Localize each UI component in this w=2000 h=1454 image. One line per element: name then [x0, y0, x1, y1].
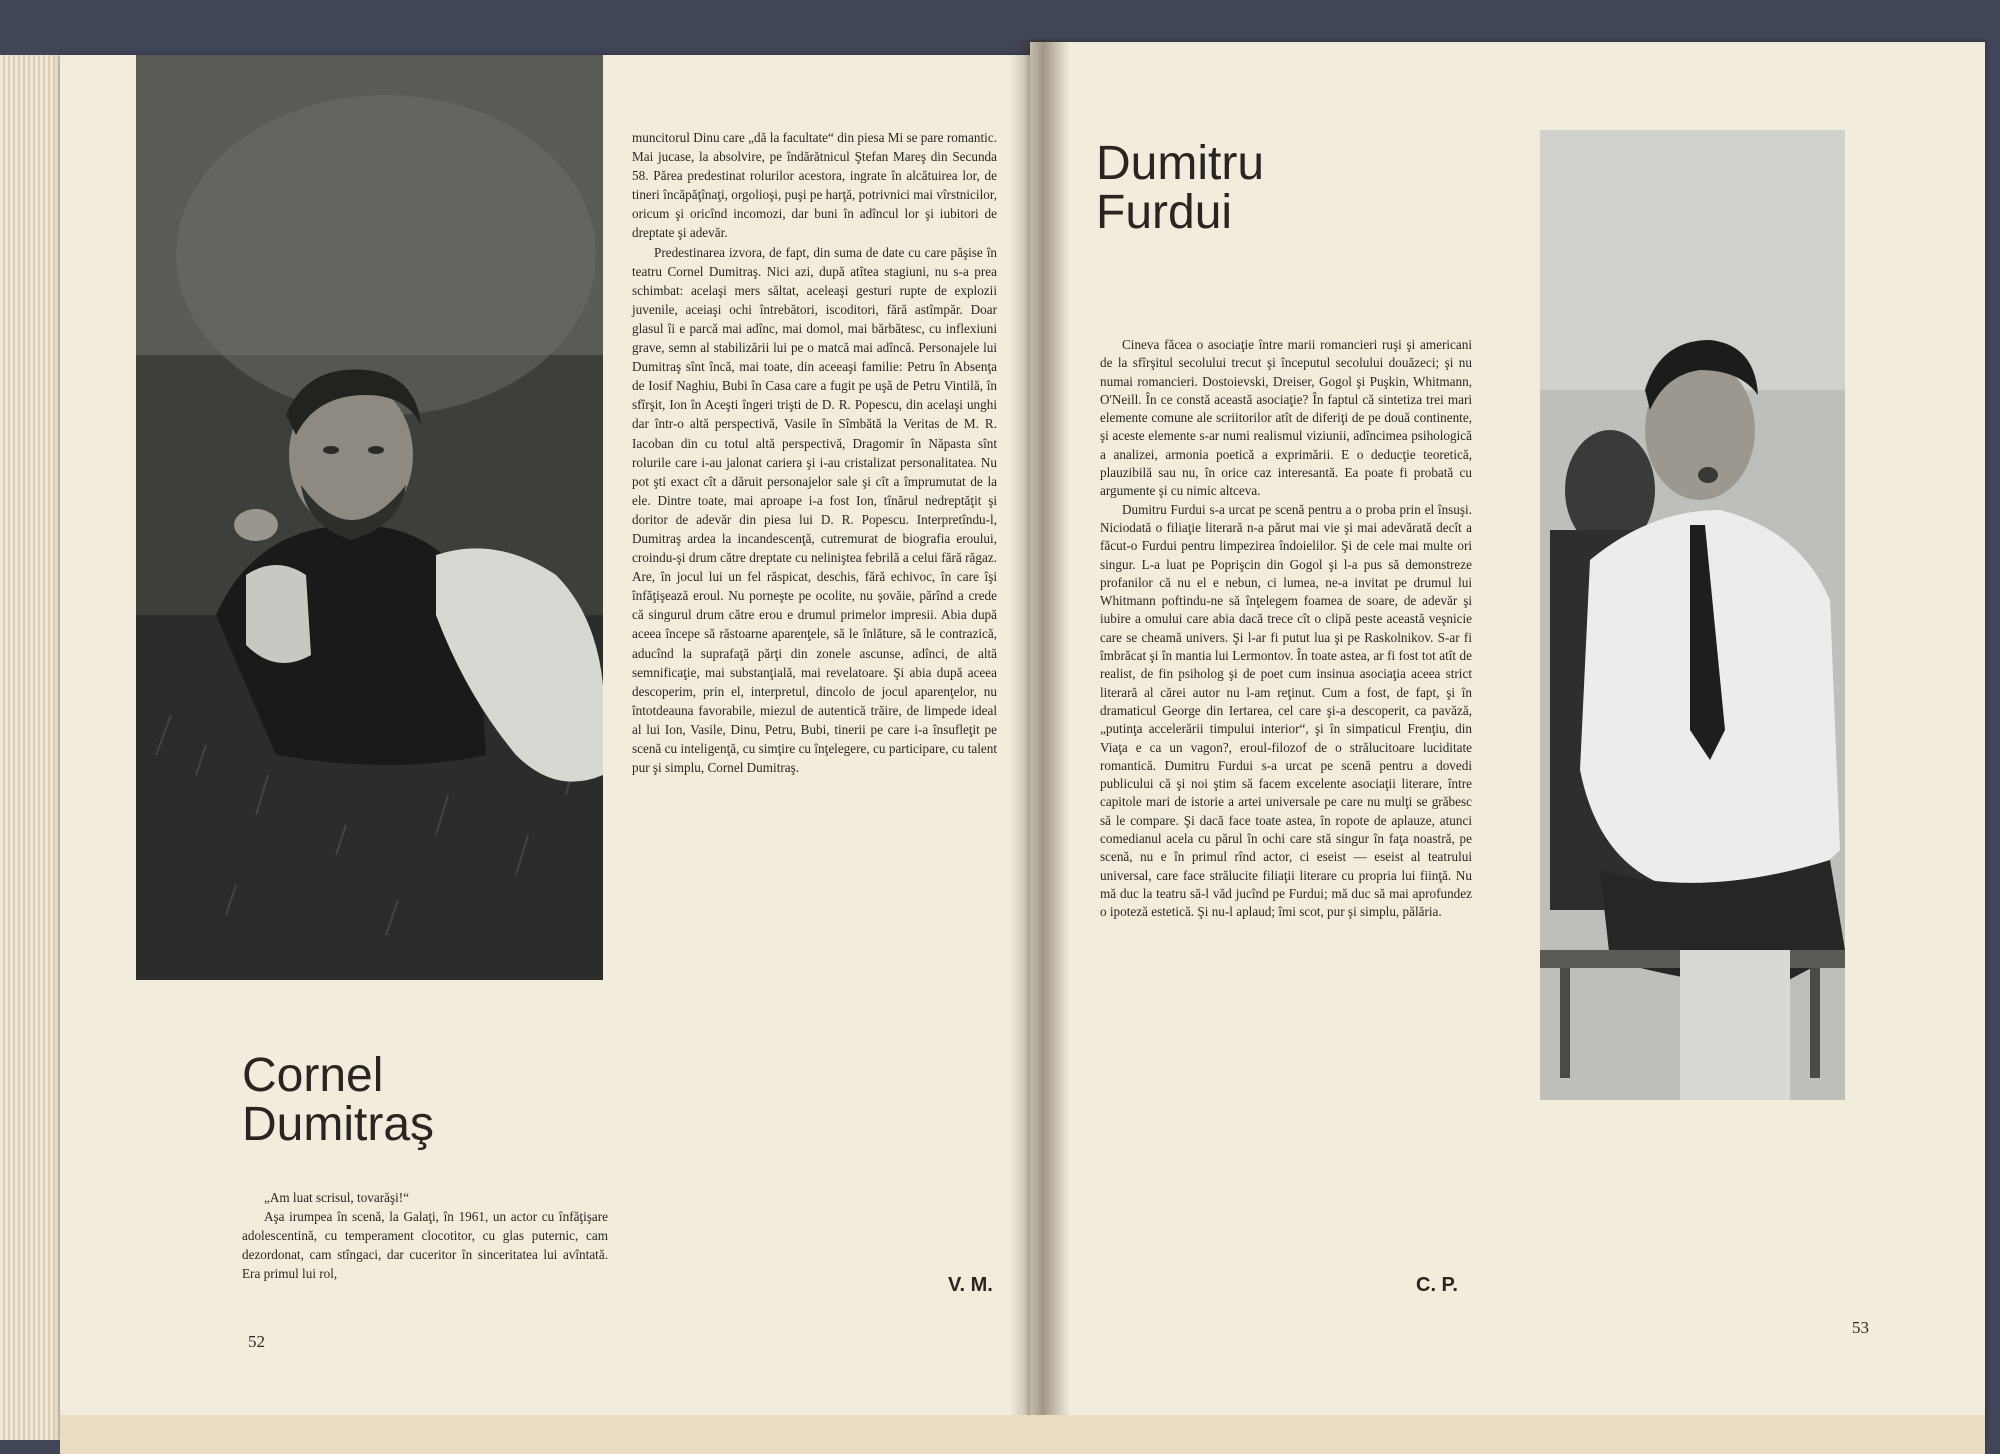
article-paragraph: Cineva făcea o asociaţie între marii romancieri ruşi şi americani de la sfîrşitul secolului trecut şi începutul secolului douăzeci; şi nu numai romancieri. Dostoievski, Dreiser, Gogol şi Puşkin, Whitmann, O'Neill. În ce constă această asociaţie? În faptul că sintetiza trei mari elemente comune ale scriitorilor atît de diferiţi de pe două continente, şi aceste elemente s-ar numi realismul viziunii, adîncimea psihologică a analizei, armonia poetică a exprimării. E o deducţie teoretică, plauzibilă sau nu, în orice caz interesantă. Ea poate fi probată cu argumente şi cu nimic altceva.	[1100, 337, 1472, 499]
name-line-first: Dumitru	[1096, 137, 1265, 190]
name-line-last: Furdui	[1096, 185, 1233, 239]
intro-text-left	[242, 1188, 608, 1283]
article-column-cornel-dumitras	[632, 128, 997, 777]
article-paragraph: Dumitru Furdui s-a urcat pe scenă pentru a o proba prin el însuşi. Niciodată o filiaţie literară n-a părut mai vie şi mai adevărată decît a făcut-o Furdui pentru limpezirea îndoielilor. Şi de cele mai multe ori singur. L-a luat pe Poprişcin din Gogol şi l-a pus să demonstreze profanilor că nu el e nebun, ci lumea, ne-a invitat pe drumul lui Whitmann poftindu-ne să înţelegem foamea de soare, de adevăr şi iubire a omului care abia dacă trece cît o clipă peste această veşnicie care se cheamă univers. Şi l-ar fi putut lua şi pe Raskolnikov. S-ar fi îmbrăcat şi în mantia lui Lermontov. În toate astea, ar fi fost tot atît de realist, de fin psiholog şi de poet cum insinua asociaţia aceea strict literară al cărei autor nu l-am reţinut. Cum a fost, de fapt, şi în dramaticul George din Iertarea, cel care şi-a descoperit, ca pavăză, „putinţa accelerării timpului interior“, şi în simpaticul Frenţiu, din Viaţa e ca un vagon?, eroul-filozof de o strălucitoare luciditate romantică. Dumitru Furdui s-a urcat pe scenă pentru a dovedi publicului că şi noi ştim să facem excelente asociaţii literare, între capitole mari de istorie a artei universale pe care nu mulţi se grăbesc să le compare. Şi dacă face toate astea, în ropote de aplauze, atunci comedianul acela cu părul în ochi care stă singur în faţa noastră, pe scenă, nu e în primul rînd actor, ci eseist — eseist al teatrului universal, care face strălucite filiaţii literare cu propria lui fiinţă. Nu mă duc la teatru să-l văd jucînd pe Furdui; mă duc să mai aprofundez o ipoteză estetică. Şi nu-l aplaud; îmi scot, pur şi simplu, pălăria.	[1100, 501, 1472, 920]
author-signature-right: C. P.	[1416, 1274, 1458, 1296]
article-paragraph: Predestinarea izvora, de fapt, din suma de date cu care păşise în teatru Cornel Dumitraş. Nici azi, după atîtea stagiuni, nu s-a prea schimbat: acelaşi mers săltat, aceleaşi gesturi rupte de explozii juvenile, aceiaşi ochi întrebători, iscoditori, fără astîmpăr. Doar glasul îi e parcă mai adînc, mai domol, mai bărbătesc, cu inflexiuni grave, semn al stabilizării lui pe o matcă mai adîncă. Personajele lui Dumitraş sînt încă, mai toate, din aceeaşi familie: Petru în Absenţa de Iosif Naghiu, Bubi în Casa care a fugit pe uşă de Petru Vintilă, în sfîrşit, Ion în Aceşti îngeri trişti de D. R. Popescu, din acelaşi unghi dar într-o altă perspectivă, Vasile în Sîmbătă la Veritas de M. R. Iacoban din cu totul altă perspectivă, Dragomir în Năpasta sînt rolurile care i-au jalonat cariera şi i-au cristalizat personalitatea. Nu pot şti exact cît a dăruit personajelor sale şi cît a împrumutat de la ele. Dintre toate, mai aproape i-a fost Ion, tînărul nedreptăţit şi doritor de adevăr din piesa lui D. R. Popescu. Interpretîndu-l, Dumitraş ardea la incandescenţă, cutremurat de biografia eroului, croindu-şi drum către dreptate cu neliniştea febrilă a celui fără răgaz. Are, în jocul lui un fel răspicat, deschis, fără echivoc, în care îşi înfăţişează eroul. Nu porneşte pe ocolite, nu şovăie, părînd a crede că singurul drum către erou e drumul primelor impresii. Abia după aceea începe să răstoarne aparenţele, să le înlăture, să le contrazică, aducînd la suprafaţă părţi din zonele ascunse, adînci, de altă semnificaţie, mai substanţială, mai revelatoare. Şi abia după aceea descoperim, prin el, interpretul, dincolo de jocul aparenţelor, nu întotdeauna favorabile, miezul de autentică trăire, de limpede ideal al lui Ion, Vasile, Dinu, Petru, Bubi, tinerii pe care i-a însufleţit pe scenă cu inteligenţă, cu simţire cu înţelegere, cu participare, cu talent pur şi simplu, Cornel Dumitraş.	[632, 244, 997, 776]
name-line-first: Cornel	[242, 1049, 384, 1102]
actor-name-dumitru-furdui	[1096, 137, 1265, 239]
article-paragraph: muncitorul Dinu care „dă la facultate“ din piesa Mi se pare romantic. Mai jucase, la absolvire, pe îndărătnicul Ştefan Mareş din Secunda 58. Părea predestinat rolurilor acestora, ingrate în alcătuirea lor, de tineri încăpăţînaţi, orgolioşi, puşi pe harţă, potrivnici mai vîrstnicilor, oricum şi oricînd incomozi, dar buni în adîncul lor şi iubitori de dreptate şi adevăr.	[632, 130, 997, 241]
author-signature-left: V. M.	[948, 1274, 993, 1296]
name-line-last: Dumitraş	[242, 1097, 435, 1151]
article-column-dumitru-furdui	[1100, 336, 1472, 922]
portrait-photo-dumitru-furdui	[1540, 130, 1845, 1100]
intro-quote: „Am luat scrisul, tovarăşi!“	[264, 1190, 410, 1205]
actor-name-cornel-dumitras	[242, 1049, 435, 1151]
page-number-left: 52	[248, 1332, 265, 1351]
book-bottom-edge	[60, 1415, 1985, 1454]
page-number-right: 53	[1852, 1318, 1869, 1337]
photo-illustration-left	[136, 55, 603, 980]
intro-paragraph: Aşa irumpea în scenă, la Galaţi, în 1961, un actor cu înfăţişare adolescentină, cu temperament clocotitor, cu glas puternic, cam dezordonat, cam stîngaci, dar cuceritor în sinceritatea lui avîntată. Era primul lui rol,	[242, 1209, 608, 1282]
photo-illustration-right	[1540, 130, 1845, 1100]
portrait-photo-cornel-dumitras	[136, 55, 603, 980]
